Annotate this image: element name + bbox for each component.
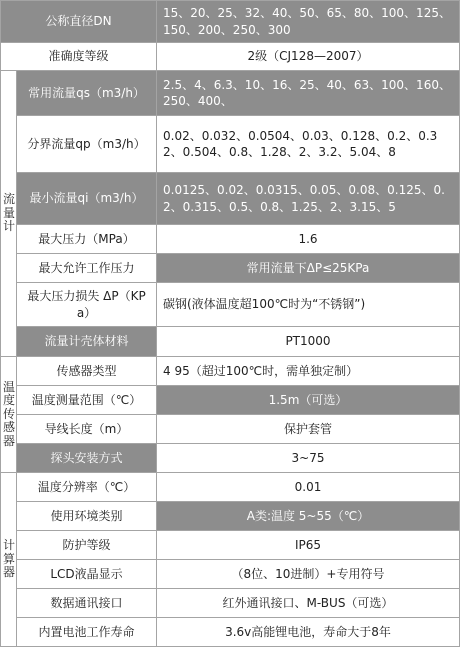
spec-label: 最大允许工作压力 [17,254,157,283]
spec-row-battery-life [1,618,460,647]
spec-label: 传感器类型 [17,357,157,386]
spec-row-protection-class [1,531,460,560]
spec-row-lcd-display [1,560,460,589]
spec-value: 15、20、25、32、40、50、65、80、100、125、150、200、250、300 [157,1,460,43]
spec-label: 温度分辨率（℃） [17,473,157,502]
spec-value: 0.02、0.032、0.0504、0.03、0.128、0.2、0.32、0.504、0.8、1.28、2、3.2、5.04、8 [157,116,460,173]
spec-value: 碳钢(液体温度超100℃时为“不锈钢”) [157,283,460,327]
spec-value: 常用流量下ΔP≤25KPa [157,254,460,283]
spec-value: 0.01 [157,473,460,502]
spec-value: PT1000 [157,327,460,357]
spec-label: 内置电池工作寿命 [17,618,157,647]
spec-row-accuracy-class [1,43,460,71]
spec-row-max-working-pressure [1,254,460,283]
spec-row-probe-mounting [1,444,460,473]
group-label-temperature-sensor: 温度传感器 [1,357,17,473]
spec-label: LCD液晶显示 [17,560,157,589]
group-label-flowmeter: 流量计 [1,71,17,357]
spec-label: 最大压力（MPa） [17,225,157,254]
spec-label: 使用环境类别 [17,502,157,531]
spec-row-nominal-diameter [1,1,460,43]
spec-row-nominal-flow [1,71,460,116]
spec-label: 最小流量qi（m3/h） [17,173,157,225]
spec-label: 探头安装方式 [17,444,157,473]
spec-row-temperature-resolution [1,473,460,502]
spec-row-environment-class [1,502,460,531]
spec-row-data-interface [1,589,460,618]
spec-row-minimum-flow [1,173,460,225]
spec-label: 流量计壳体材料 [17,327,157,357]
spec-value: 3.6v高能锂电池，寿命大于8年 [157,618,460,647]
spec-label: 温度测量范围（℃） [17,386,157,415]
spec-label: 最大压力损失 ΔP（KPa） [17,283,157,327]
spec-value: A类:温度 5~55（℃） [157,502,460,531]
spec-row-temperature-range [1,386,460,415]
spec-row-max-pressure [1,225,460,254]
spec-value: 红外通讯接口、M-BUS（可选） [157,589,460,618]
spec-value: （8位、10进制）+专用符号 [157,560,460,589]
spec-row-sensor-type [1,357,460,386]
spec-value: 1.5m（可选） [157,386,460,415]
spec-value: 保护套管 [157,415,460,444]
spec-label: 公称直径DN [1,1,157,43]
spec-row-pressure-loss [1,283,460,327]
spec-value: 4 95（超过100℃时，需单独定制） [157,357,460,386]
spec-value: 2级（CJ128—2007） [157,43,460,71]
spec-value: IP65 [157,531,460,560]
spec-label: 分界流量qp（m3/h） [17,116,157,173]
spec-value: 3~75 [157,444,460,473]
spec-value: 1.6 [157,225,460,254]
spec-label: 常用流量qs（m3/h） [17,71,157,116]
spec-label: 防护等级 [17,531,157,560]
spec-row-housing-material [1,327,460,357]
spec-label: 准确度等级 [1,43,157,71]
spec-row-cable-length [1,415,460,444]
spec-value: 0.0125、0.02、0.0315、0.05、0.08、0.125、0.2、0.315、0.5、0.8、1.25、2、3.15、5 [157,173,460,225]
spec-row-transitional-flow [1,116,460,173]
spec-label: 导线长度（m） [17,415,157,444]
spec-label: 数据通讯接口 [17,589,157,618]
spec-value: 2.5、4、6.3、10、16、25、40、63、100、160、250、400、 [157,71,460,116]
group-label-calculator: 计算器 [1,473,17,647]
